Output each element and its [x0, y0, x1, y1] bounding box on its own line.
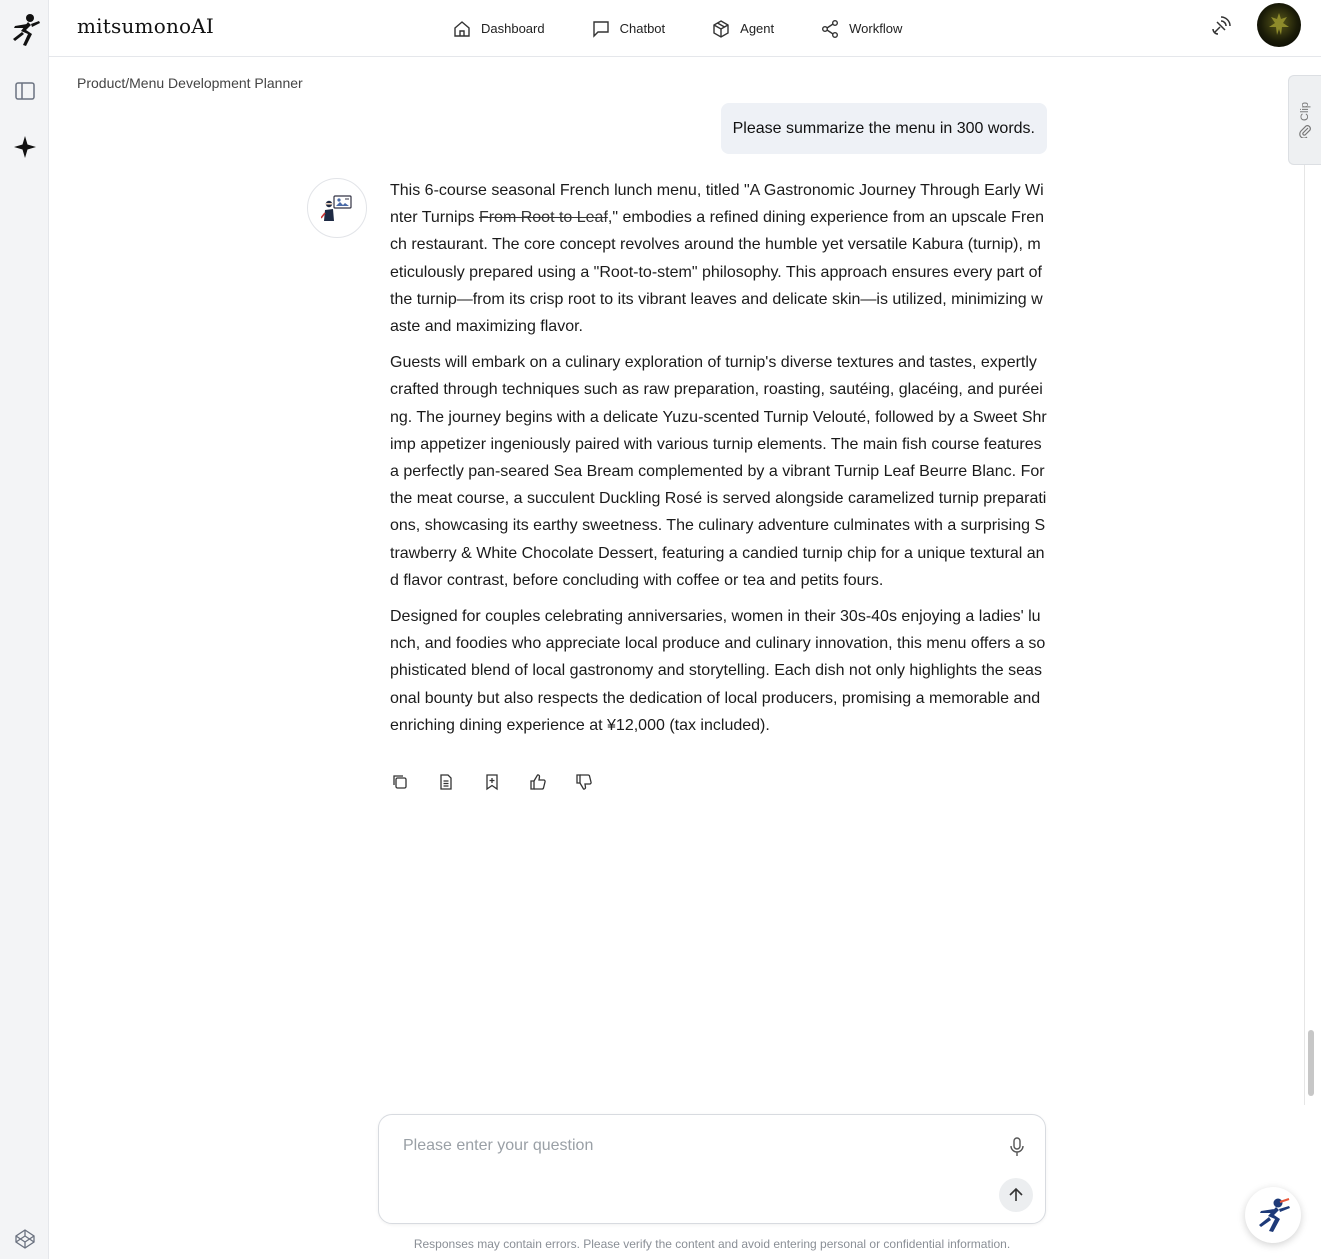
cube-icon [711, 19, 731, 39]
microphone-icon [1005, 1135, 1029, 1159]
bookmark-button[interactable] [482, 772, 502, 792]
disclaimer-text: Responses may contain errors. Please verify the content and avoid entering personal or confidential information. [413, 1237, 1011, 1251]
thumbs-up-button[interactable] [528, 772, 548, 792]
question-input-box [378, 1114, 1046, 1224]
ninja-logo-icon[interactable] [8, 12, 42, 48]
thumbs-down-button[interactable] [574, 772, 594, 792]
nav-agent[interactable] [711, 19, 774, 39]
document-button[interactable] [436, 772, 456, 792]
left-rail [0, 0, 49, 1259]
answer-paragraph: Guests will embark on a culinary exploration of turnip's diverse textures and tastes, expertly crafted through techniques such as raw preparation, roasting, sautéing, glacéing, and puréeing. The journey begins with a delicate Yuzu-scented Turnip Velouté, followed by a Sweet Shrimp appetizer ingeniously paired with various turnip elements. The main fish course features a perfectly pan-seared Sea Bream complemented by a vibrant Turnip Leaf Beurre Blanc. For the meat course, a succulent Duckling Rosé is served alongside caramelized turnip preparations, showcasing its earthy sweetness. The culinary adventure culminates with a surprising Strawberry & White Chocolate Dessert, featuring a candied turnip chip for a unique textural and flavor contrast, before concluding with coffee or tea and petits fours. [390, 354, 1047, 589]
satellite-icon[interactable] [1209, 14, 1233, 38]
question-input[interactable] [403, 1137, 983, 1167]
assistant-fab[interactable] [1245, 1187, 1301, 1243]
bot-answer [390, 177, 1048, 748]
user-avatar[interactable] [1257, 3, 1301, 47]
message-actions [390, 772, 620, 792]
top-header [49, 0, 1321, 57]
nav-dashboard[interactable] [452, 19, 545, 39]
user-message: Please summarize the menu in 300 words. [721, 103, 1047, 154]
answer-strikethrough-text: From Root to Leaf [478, 209, 608, 227]
document-icon [437, 773, 455, 791]
answer-text: This 6-course seasonal French lunch menu, titled "A Gastronomic Journey Through Early Winter Turnips [390, 182, 1044, 227]
clip-label: Clip [1299, 101, 1311, 121]
answer-paragraph: Designed for couples celebrating anniversaries, women in their 30s-40s enjoying a ladies' lunch, and foodies who appreciate local produce and culinary innovation, this menu offers a sophisticated blend of local gastronomy and storytelling. Each dish not only highlights the seasonal bounty but also respects the dedication of local producers, promising a memorable and enriching dining experience at ¥12,000 (tax included). [390, 608, 1046, 734]
chat-icon [591, 19, 611, 39]
scroll-track [1304, 165, 1305, 1105]
nav-chatbot[interactable] [591, 19, 666, 39]
paperclip-icon [1298, 124, 1312, 138]
main-nav [452, 0, 948, 57]
home-icon [452, 19, 472, 39]
sparkle-icon[interactable] [12, 134, 38, 160]
copy-icon [391, 773, 409, 791]
ninja-presenter-icon [321, 194, 353, 222]
scrollbar-thumb[interactable] [1308, 1030, 1314, 1096]
bot-avatar [307, 178, 367, 238]
answer-paragraph [390, 177, 1048, 340]
bookmark-add-icon [483, 773, 501, 791]
brand-name[interactable]: mitsumonoAI [77, 14, 215, 38]
clip-tab[interactable] [1288, 75, 1321, 165]
arrow-up-icon [1006, 1185, 1026, 1205]
share-icon [820, 19, 840, 39]
copy-button[interactable] [390, 772, 410, 792]
sidebar-toggle-icon[interactable] [12, 78, 38, 104]
nav-dashboard-label: Dashboard [481, 21, 545, 36]
send-button[interactable] [999, 1178, 1033, 1212]
nav-workflow[interactable] [820, 19, 902, 39]
nav-workflow-label: Workflow [849, 21, 903, 36]
answer-text: ," embodies a refined dining experience from an upscale French restaurant. The core concept revolves around the humble yet versatile Kabura (turnip), meticulously prepared using a "Root-to-stem" philosophy. This approach ensures every part of the turnip—from its crisp root to its vibrant leaves and delicate skin—is utilized, minimizing waste and maximizing flavor. [390, 209, 1045, 336]
nav-chatbot-label: Chatbot [619, 21, 666, 36]
thumbs-up-icon [529, 773, 547, 791]
thumbs-down-icon [575, 773, 593, 791]
microphone-button[interactable] [1005, 1135, 1029, 1159]
breadcrumb[interactable]: Product/Menu Development Planner [77, 75, 303, 91]
nav-agent-label: Agent [740, 21, 775, 36]
ninja-assistant-icon [1253, 1195, 1293, 1235]
